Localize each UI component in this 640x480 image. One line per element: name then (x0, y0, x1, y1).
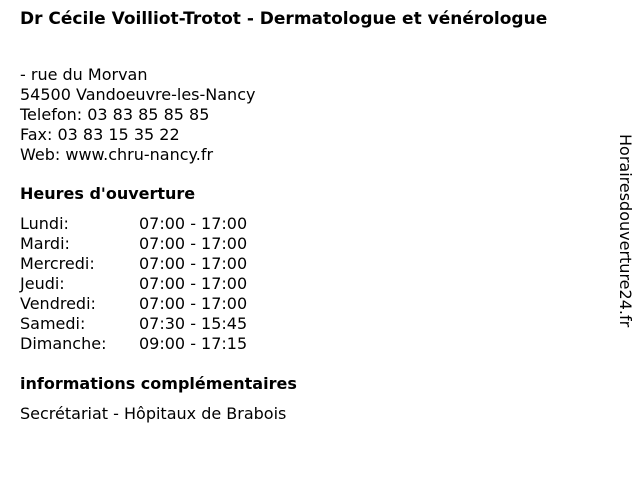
day-label: Lundi: (20, 214, 69, 233)
opening-hours-table (20, 214, 280, 354)
day-label: Vendredi: (20, 294, 96, 313)
additional-info-heading: informations complémentaires (20, 374, 297, 393)
hours-row-monday (20, 214, 280, 234)
time-range: 07:30 - 15:45 (139, 314, 248, 333)
time-range: 07:00 - 17:00 (139, 254, 248, 273)
hours-row-saturday (20, 314, 280, 334)
day-label: Mercredi: (20, 254, 95, 273)
hours-row-friday (20, 294, 280, 314)
phone-line: Telefon: 03 83 85 85 85 (20, 105, 210, 124)
time-range: 09:00 - 17:15 (139, 334, 248, 353)
day-label: Samedi: (20, 314, 86, 333)
city-line: 54500 Vandoeuvre-les-Nancy (20, 85, 256, 104)
fax-line: Fax: 03 83 15 35 22 (20, 125, 180, 144)
time-range: 07:00 - 17:00 (139, 214, 248, 233)
opening-hours-heading: Heures d'ouverture (20, 184, 196, 203)
address-block (20, 65, 255, 165)
hours-row-wednesday (20, 254, 280, 274)
hours-row-tuesday (20, 234, 280, 254)
web-line: Web: www.chru-nancy.fr (20, 145, 214, 164)
street-line: - rue du Morvan (20, 65, 148, 84)
day-label: Dimanche: (20, 334, 107, 353)
time-range: 07:00 - 17:00 (139, 274, 248, 293)
site-brand-watermark: Horairesdouverture24.fr (616, 134, 635, 328)
day-label: Mardi: (20, 234, 70, 253)
additional-info-text: Secrétariat - Hôpitaux de Brabois (20, 404, 287, 423)
hours-row-sunday (20, 334, 280, 354)
page-title: Dr Cécile Voilliot-Trotot - Dermatologue et vénérologue (20, 9, 548, 29)
time-range: 07:00 - 17:00 (139, 234, 248, 253)
time-range: 07:00 - 17:00 (139, 294, 248, 313)
hours-row-thursday (20, 274, 280, 294)
day-label: Jeudi: (20, 274, 65, 293)
